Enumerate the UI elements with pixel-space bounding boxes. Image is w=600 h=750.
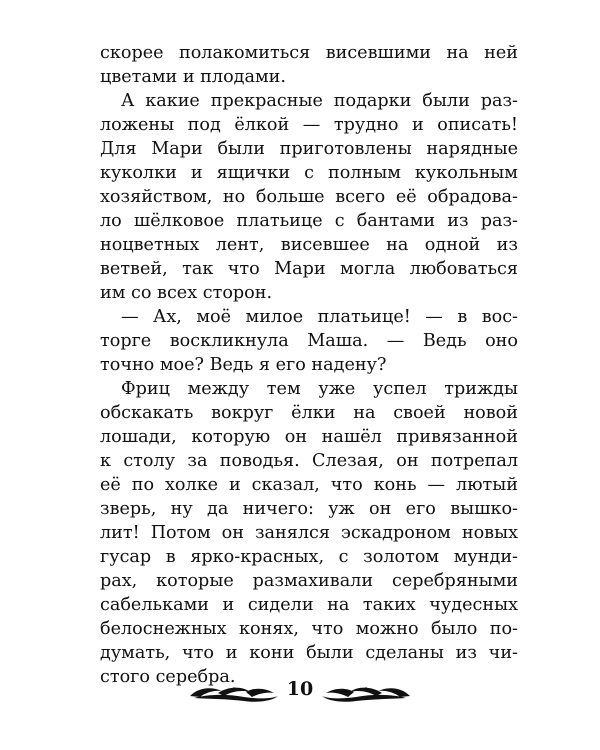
page-number: 10 [286, 678, 314, 700]
paragraph-4 [100, 377, 518, 689]
text-line: ложены под ёлкой — трудно и описать! [100, 115, 518, 135]
paragraph-1 [100, 41, 518, 89]
text-line: сабельками и сидели на таких чудесных [100, 595, 518, 615]
text-line: хозяйством, но больше всего её обрадова- [100, 187, 518, 207]
text-line: думать, что и кони были сделаны из чи- [100, 643, 518, 663]
text-line: белоснежных конях, что можно было по- [100, 619, 518, 639]
ornament-flourish-left-icon [188, 682, 280, 704]
text-line: зверь, ну да ничего: уж он его вышко- [100, 499, 518, 519]
text-line: ноцветных лент, висевшее на одной из [100, 235, 518, 255]
paragraph-3 [100, 305, 518, 377]
page-footer [0, 676, 600, 716]
paragraph-2 [100, 89, 518, 305]
text-line: рах, которые размахивали серебряными [100, 571, 518, 591]
text-line: Фриц между тем уже успел трижды [121, 379, 518, 399]
text-line: её по холке и сказал, что конь — лютый [100, 475, 518, 495]
text-line: цветами и плодами. [100, 67, 286, 87]
text-line: к столу за поводья. Слезая, он потрепал [100, 451, 518, 471]
text-line: куколки и ящички с полным кукольным [100, 163, 518, 183]
text-line: ло шёлковое платьице с бантами из раз- [100, 211, 518, 231]
text-line: лошади, которую он нашёл привязанной [100, 427, 518, 447]
ornament-flourish-right-icon [320, 682, 412, 704]
text-line: ветвей, так что Мари могла любоваться [100, 259, 518, 279]
text-line: точно мое? Ведь я его надену? [100, 355, 387, 375]
text-line: обскакать вокруг ёлки на своей новой [100, 403, 518, 423]
text-line: — Ах, моё милое платьице! — в вос- [121, 307, 518, 327]
text-line: стого серебра. [100, 667, 236, 687]
text-line: лит! Потом он занялся эскадроном новых [100, 523, 518, 543]
text-line: скорее полакомиться висевшими на ней [100, 43, 518, 63]
text-line: торге воскликнула Маша. — Ведь оно [100, 331, 518, 351]
text-line: им со всех сторон. [100, 283, 273, 303]
book-page-text [100, 41, 518, 689]
text-line: гусар в ярко-красных, с золотом мунди- [100, 547, 518, 567]
text-line: А какие прекрасные подарки были раз- [121, 91, 518, 111]
text-line: Для Мари были приготовлены нарядные [100, 139, 518, 159]
